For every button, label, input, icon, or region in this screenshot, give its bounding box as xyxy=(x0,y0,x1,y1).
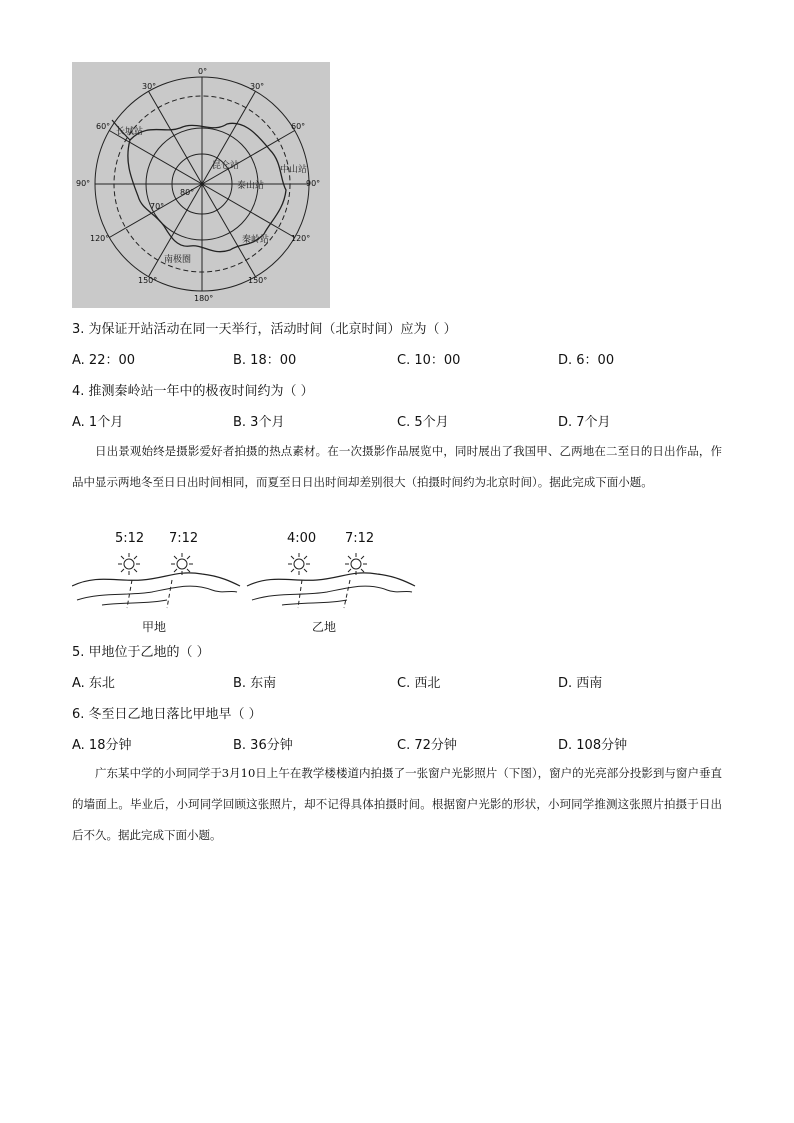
station-qinling: 秦岭站 xyxy=(242,235,270,245)
q4-option-a: A. 1个月 xyxy=(72,415,124,430)
question-3: 3. 为保证开站活动在同一天举行，活动时间（北京时间）应为（ ） xyxy=(72,322,457,337)
q5-option-a: A. 东北 xyxy=(72,676,115,691)
q3-option-d: D. 6：00 xyxy=(558,353,615,368)
jia-time-1: 5:12 xyxy=(115,531,145,546)
antarctica-polar-map xyxy=(72,62,330,308)
station-taishan: 泰山站 xyxy=(237,181,265,191)
q3-option-b: B. 18：00 xyxy=(233,353,297,368)
jia-time-2: 7:12 xyxy=(169,531,199,546)
lon-label-60w: 60° xyxy=(96,122,111,131)
yi-time-1: 4:00 xyxy=(287,531,317,546)
jia-label: 甲地 xyxy=(142,620,167,634)
passage-sunrise: 日出景观始终是摄影爱好者拍摄的热点素材。在一次摄影作品展览中，同时展出了我国甲、乙两地在二至日的日出作品，作品中显示两地冬至日日出时间相同，而夏至日日出时间却差别很大（拍摄时间约为北京时间）。据此完成下面小题。 xyxy=(72,444,722,489)
q3-option-a: A. 22：00 xyxy=(72,353,136,368)
lon-label-150e: 150° xyxy=(248,276,268,285)
lon-label-90e: 90° xyxy=(306,179,321,188)
lon-label-150w: 150° xyxy=(138,276,158,285)
lat-label-70: 70° xyxy=(150,202,165,211)
q5-option-d: D. 西南 xyxy=(558,676,603,691)
station-zhongshan: 中山站 xyxy=(280,165,308,175)
passage-window-shadow: 广东某中学的小珂同学于3月10日上午在教学楼楼道内拍摄了一张窗户光影照片（下图），窗户的光亮部分投影到与窗户垂直的墙面上。毕业后，小珂同学回顾这张照片，却不记得具体拍摄时间。根据窗户光影的形状，小珂同学推测这张照片拍摄于日出后不久。据此完成下面小题。 xyxy=(72,766,722,842)
lon-label-90w: 90° xyxy=(76,179,91,188)
lat-label-80: 80° xyxy=(180,188,195,197)
sun-icon xyxy=(118,553,140,575)
sunrise-drawing xyxy=(72,530,417,638)
lon-label-120e: 120° xyxy=(291,234,311,243)
q6-option-a: A. 18分钟 xyxy=(72,738,132,753)
q5-option-c: C. 西北 xyxy=(397,676,441,691)
q4-option-c: C. 5个月 xyxy=(397,415,449,430)
q4-option-d: D. 7个月 xyxy=(558,415,611,430)
sun-icon xyxy=(171,553,193,575)
lon-label-0: 0° xyxy=(198,67,208,76)
polar-map-graphic xyxy=(72,62,330,308)
question-5: 5. 甲地位于乙地的（ ） xyxy=(72,645,210,660)
yi-label: 乙地 xyxy=(312,620,337,634)
q3-option-c: C. 10：00 xyxy=(397,353,461,368)
q4-option-b: B. 3个月 xyxy=(233,415,285,430)
station-kunlun: 昆仑站 xyxy=(212,161,240,171)
lon-label-180: 180° xyxy=(194,294,214,303)
lon-label-30w: 30° xyxy=(142,82,157,91)
lon-label-60e: 60° xyxy=(291,122,306,131)
yi-time-2: 7:12 xyxy=(345,531,375,546)
q6-option-d: D. 108分钟 xyxy=(558,738,628,753)
lon-label-120w: 120° xyxy=(90,234,110,243)
station-great-wall: 长城站 xyxy=(116,127,144,137)
q5-option-b: B. 东南 xyxy=(233,676,277,691)
question-6: 6. 冬至日乙地日落比甲地早（ ） xyxy=(72,707,262,722)
sunrise-figure xyxy=(72,530,417,638)
antarctic-circle-label: 南极圈 xyxy=(164,255,192,265)
q6-option-b: B. 36分钟 xyxy=(233,738,293,753)
sun-icon xyxy=(288,553,310,575)
q6-option-c: C. 72分钟 xyxy=(397,738,457,753)
question-4: 4. 推测秦岭站一年中的极夜时间约为（ ） xyxy=(72,384,314,399)
sun-icon xyxy=(345,553,367,575)
lon-label-30e: 30° xyxy=(250,82,265,91)
